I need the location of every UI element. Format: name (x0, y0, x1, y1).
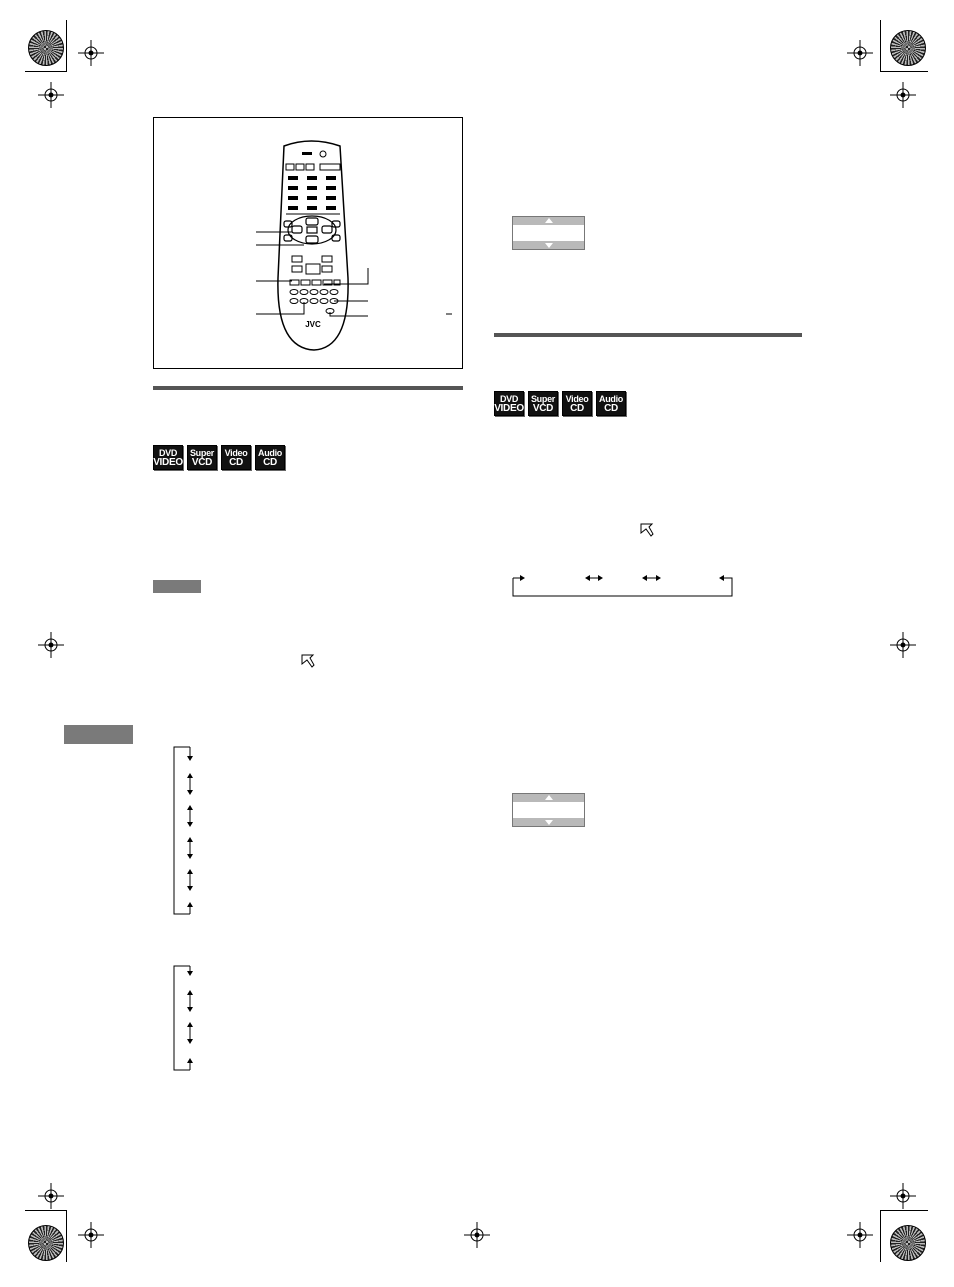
color-target-icon (890, 30, 926, 66)
remote-illustration (153, 117, 463, 369)
super-vcd-badge: Super VCD (187, 445, 217, 470)
video-cd-badge: Video CD (562, 391, 592, 416)
registration-mark-icon (890, 1183, 916, 1209)
triangle-up-icon (545, 218, 553, 223)
notes-tab (153, 580, 201, 593)
registration-mark-icon (890, 82, 916, 108)
registration-mark-icon (847, 1222, 873, 1248)
triangle-down-icon (545, 243, 553, 248)
dvd-video-badge: DVD VIDEO (494, 391, 524, 416)
registration-mark-icon (38, 632, 64, 658)
cursor-icon (638, 522, 654, 538)
audio-cd-badge: Audio CD (255, 445, 285, 470)
up-down-display-1 (512, 216, 585, 250)
triangle-down-icon (545, 820, 553, 825)
registration-mark-icon (847, 40, 873, 66)
registration-mark-icon (464, 1222, 490, 1248)
color-target-icon (890, 1225, 926, 1261)
cycle-diagram-2 (170, 963, 210, 1075)
color-target-icon (28, 1225, 64, 1261)
registration-mark-icon (890, 632, 916, 658)
section-rule-right (494, 333, 802, 337)
triangle-up-icon (545, 795, 553, 800)
cycle-diagram-1 (170, 740, 210, 920)
remote-brand-logo: JVC (305, 320, 321, 329)
registration-mark-icon (38, 82, 64, 108)
cycle-diagram-horizontal (508, 570, 738, 600)
disc-badges-left (153, 445, 285, 470)
registration-mark-icon (38, 1183, 64, 1209)
video-cd-badge: Video CD (221, 445, 251, 470)
disc-badges-right (494, 391, 626, 416)
dvd-video-badge: DVD VIDEO (153, 445, 183, 470)
section-rule-left (153, 386, 463, 390)
side-index-tab (64, 725, 133, 744)
super-vcd-badge: Super VCD (528, 391, 558, 416)
registration-mark-icon (78, 40, 104, 66)
color-target-icon (28, 30, 64, 66)
up-down-display-2 (512, 793, 585, 827)
registration-mark-icon (78, 1222, 104, 1248)
cursor-icon (299, 653, 315, 669)
audio-cd-badge: Audio CD (596, 391, 626, 416)
